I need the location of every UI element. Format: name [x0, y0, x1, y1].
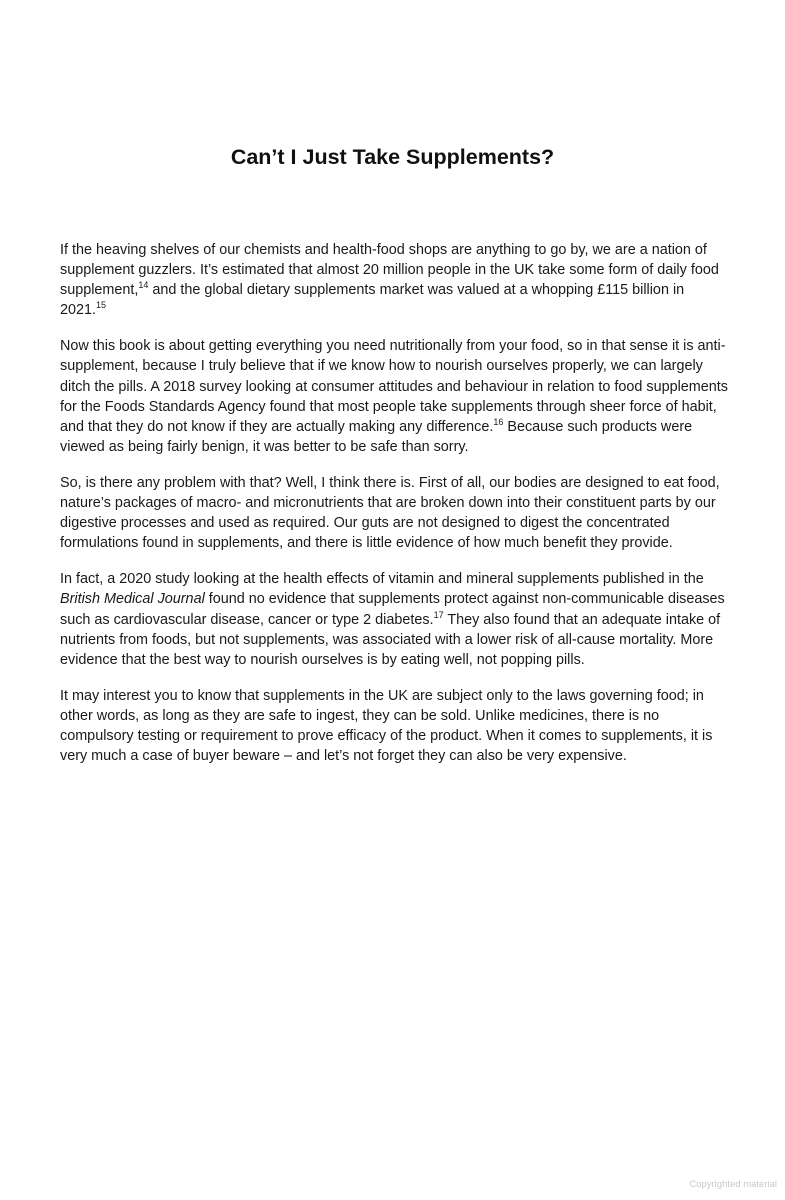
- paragraph-4: [60, 569, 728, 669]
- footnote-ref-17: 17: [433, 609, 444, 620]
- paragraph-1-text-a: If the heaving shelves of our chemists and health-food shops are anything to go by, we are a nation of supplement guzzlers. It’s estimated that almost 20 million people in the UK take some form of daily food supplement,: [60, 242, 719, 299]
- paragraph-4-text-b: found no evidence that supplements protect against non-communicable diseases such as cardiovascular disease, cancer or type 2 diabetes.: [60, 591, 725, 628]
- paragraph-1-text-b: and the global dietary supplements market was valued at a whopping £115 billion in 2021.: [60, 282, 685, 319]
- paragraph-3: [60, 473, 728, 553]
- footnote-ref-16: 16: [493, 416, 504, 427]
- footnote-ref-15: 15: [96, 300, 107, 311]
- journal-title: British Medical Journal: [60, 591, 205, 608]
- paragraph-4-text-c: They also found that an adequate intake of nutrients from foods, but not supplements, was associated with a lower risk of all-cause mortality. More evidence that the best way to nourish ourselves is by eating well, not popping pills.: [60, 611, 721, 668]
- paragraph-5-text: It may interest you to know that supplements in the UK are subject only to the laws governing food; in other words, as long as they are safe to ingest, they can be sold. Unlike medicines, there is no compulsory testing or requirement to prove efficacy of the product. When it comes to supplements, it is very much a case of buyer beware – and let’s not forget they can also be very expensive.: [60, 687, 713, 765]
- paragraph-4-text-a: In fact, a 2020 study looking at the health effects of vitamin and mineral supplements published in the: [60, 571, 704, 588]
- paragraph-2: [60, 336, 728, 457]
- footnote-ref-14: 14: [138, 280, 149, 291]
- paragraph-2-text-b: Because such products were viewed as being fairly benign, it was better to be safe than sorry.: [60, 418, 693, 455]
- copyright-watermark: Copyrighted material: [689, 1179, 777, 1190]
- page-title: Can’t I Just Take Supplements?: [230, 145, 555, 169]
- paragraph-2-text-a: Now this book is about getting everything you need nutritionally from your food, so in that sense it is anti-supplement, because I truly believe that if we know how to nourish ourselves properly, we can largely ditch the pills. A 2018 survey looking at consumer attitudes and behaviour in relation to food supplements for the Foods Standards Agency found that most people take supplements through sheer force of habit, and that they do not know if they are actually making any difference.: [60, 338, 728, 435]
- paragraph-3-text: So, is there any problem with that? Well, I think there is. First of all, our bodies are designed to eat food, nature’s packages of macro- and micronutrients that are broken down into their constituent parts by our digestive processes and used as required. Our guts are not designed to digest the concentrated formulations found in supplements, and there is little evidence of how much benefit they provide.: [60, 474, 720, 552]
- paragraph-5: [60, 686, 728, 766]
- body-text: [60, 240, 728, 782]
- paragraph-1: [60, 240, 728, 320]
